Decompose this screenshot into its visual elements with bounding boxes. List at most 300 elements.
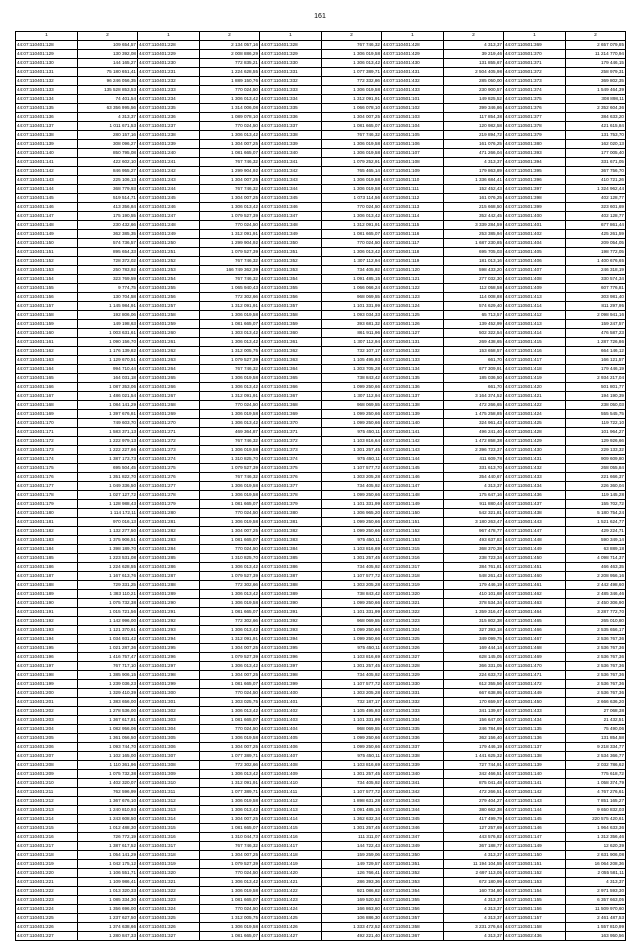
table-row xyxy=(16,914,626,923)
cadastral-number-cell: 44:07:110401:420 xyxy=(260,869,322,878)
column-header: 1 xyxy=(382,32,444,41)
table-row xyxy=(16,401,626,410)
cadastral-number-cell: 44:07:110401:349 xyxy=(260,230,322,239)
cadastral-value-cell: 1 312 091,91 xyxy=(322,95,382,104)
cadastral-number-cell: 44:07:110501:350 xyxy=(382,851,444,860)
cadastral-value-cell: 181 013,16 xyxy=(444,257,504,266)
table-row xyxy=(16,779,626,788)
cadastral-value-cell: 2 008 886,29 xyxy=(200,50,260,59)
table-body xyxy=(16,41,626,941)
cadastral-value-cell: 226 360,04 xyxy=(566,482,626,491)
cadastral-number-cell: 44:07:110401:176 xyxy=(16,473,78,482)
cadastral-value-cell: 4 098 714,37 xyxy=(566,554,626,563)
cadastral-value-cell: 1 304 007,25 xyxy=(200,644,260,653)
cadastral-value-cell: 2 032 786,62 xyxy=(566,761,626,770)
cadastral-number-cell: 44:07:110501:436 xyxy=(504,491,566,500)
cadastral-number-cell: 44:07:110401:186 xyxy=(16,563,78,572)
cadastral-value-cell: 767 746,32 xyxy=(200,473,260,482)
cadastral-value-cell: 1 079 527,39 xyxy=(200,860,260,869)
cadastral-number-cell: 44:07:110401:375 xyxy=(260,464,322,473)
cadastral-value-cell: 1 303 205,28 xyxy=(322,581,382,590)
cadastral-number-cell: 44:07:110401:161 xyxy=(16,338,78,347)
cadastral-value-cell: 612 355,56 xyxy=(444,680,504,689)
cadastral-value-cell: 1 224 628,55 xyxy=(78,563,138,572)
cadastral-value-cell: 1 416 757,47 xyxy=(78,653,138,662)
cadastral-value-cell: 994 710,44 xyxy=(78,365,138,374)
cadastral-value-cell: 75 180 651,41 xyxy=(78,68,138,77)
cadastral-value-cell: 1 304 007,25 xyxy=(200,743,260,752)
cadastral-value-cell: 1 065 940,43 xyxy=(200,284,260,293)
cadastral-number-cell: 44:07:110401:411 xyxy=(260,788,322,797)
cadastral-number-cell: 44:07:110401:153 xyxy=(16,266,78,275)
cadastral-number-cell: 44:07:110501:152 xyxy=(382,527,444,536)
cadastral-value-cell: 384 761,81 xyxy=(444,563,504,572)
cadastral-value-cell: 1 306 013,42 xyxy=(200,419,260,428)
cadastral-value-cell: 4 313,37 xyxy=(444,896,504,905)
cadastral-value-cell: 131 753,70 xyxy=(566,131,626,140)
cadastral-number-cell: 44:07:110401:394 xyxy=(260,635,322,644)
cadastral-value-cell: 1 521 624,77 xyxy=(566,518,626,527)
table-row xyxy=(16,257,626,266)
cadastral-number-cell: 44:07:110401:170 xyxy=(16,419,78,428)
cadastral-value-cell: 11 194 104,55 xyxy=(444,860,504,869)
cadastral-number-cell: 44:07:110401:129 xyxy=(16,50,78,59)
cadastral-value-cell: 1 107 577,72 xyxy=(322,788,382,797)
cadastral-number-cell: 44:07:110401:416 xyxy=(260,833,322,842)
cadastral-number-cell: 44:07:110501:132 xyxy=(382,347,444,356)
cadastral-number-cell: 44:07:110501:462 xyxy=(504,590,566,599)
cadastral-value-cell: 194 190,39 xyxy=(566,392,626,401)
cadastral-value-cell: 770 024,50 xyxy=(200,122,260,131)
cadastral-number-cell: 44:07:110401:220 xyxy=(16,869,78,878)
table-row xyxy=(16,86,626,95)
cadastral-value-cell: 130 704,58 xyxy=(78,293,138,302)
cadastral-number-cell: 44:07:110401:213 xyxy=(16,806,78,815)
cadastral-value-cell: 6 357 663,05 xyxy=(566,896,626,905)
cadastral-value-cell: 1 304 007,25 xyxy=(200,815,260,824)
cadastral-number-cell: 44:07:110401:378 xyxy=(260,491,322,500)
cadastral-number-cell: 44:07:110501:396 xyxy=(504,176,566,185)
cadastral-number-cell: 44:07:110401:421 xyxy=(260,878,322,887)
cadastral-number-cell: 44:07:110401:281 xyxy=(138,518,200,527)
cadastral-number-cell: 44:07:110501:468 xyxy=(504,644,566,653)
cadastral-number-cell: 44:07:110401:264 xyxy=(138,365,200,374)
cadastral-value-cell: 3 231 276,64 xyxy=(444,923,504,932)
cadastral-value-cell: 1 079 527,39 xyxy=(200,572,260,581)
cadastral-value-cell: 664 146,12 xyxy=(566,347,626,356)
cadastral-value-cell: 166 749 362,39 xyxy=(200,266,260,275)
cadastral-number-cell: 44:07:110401:155 xyxy=(16,284,78,293)
cadastral-number-cell: 44:07:110401:404 xyxy=(260,725,322,734)
cadastral-number-cell: 44:07:110501:466 xyxy=(504,626,566,635)
cadastral-number-cell: 44:07:110401:370 xyxy=(260,419,322,428)
cadastral-number-cell: 44:07:110401:216 xyxy=(16,833,78,842)
cadastral-value-cell: 179 446,19 xyxy=(444,581,504,590)
cadastral-number-cell: 44:07:110501:375 xyxy=(504,95,566,104)
cadastral-number-cell: 44:07:110401:381 xyxy=(260,518,322,527)
cadastral-value-cell: 2 442 498,60 xyxy=(566,581,626,590)
cadastral-number-cell: 44:07:110401:284 xyxy=(138,545,200,554)
cadastral-number-cell: 44:07:110401:348 xyxy=(260,221,322,230)
cadastral-value-cell: 555 545,75 xyxy=(566,410,626,419)
cadastral-value-cell: 9 650 832,03 xyxy=(566,806,626,815)
cadastral-number-cell: 44:07:110401:397 xyxy=(260,662,322,671)
cadastral-number-cell: 44:07:110501:135 xyxy=(382,374,444,383)
table-row xyxy=(16,464,626,473)
cadastral-number-cell: 44:07:110401:391 xyxy=(260,608,322,617)
cadastral-number-cell: 44:07:110401:188 xyxy=(16,581,78,590)
cadastral-number-cell: 44:07:110401:328 xyxy=(260,41,322,50)
cadastral-value-cell: 1 243 608,50 xyxy=(78,815,138,824)
cadastral-value-cell: 811 297,95 xyxy=(566,302,626,311)
cadastral-value-cell: 1 099 250,66 xyxy=(322,599,382,608)
cadastral-number-cell: 44:07:110401:346 xyxy=(260,203,322,212)
cadastral-value-cell: 367 756,70 xyxy=(566,167,626,176)
cadastral-value-cell: 2 666 636,20 xyxy=(566,698,626,707)
cadastral-number-cell: 44:07:110501:349 xyxy=(382,842,444,851)
table-row xyxy=(16,887,626,896)
cadastral-number-cell: 44:07:110501:464 xyxy=(504,608,566,617)
cadastral-value-cell: 2 208 956,16 xyxy=(566,572,626,581)
cadastral-value-cell: 163 950,56 xyxy=(566,932,626,941)
table-row xyxy=(16,788,626,797)
cadastral-value-cell: 1 306 013,42 xyxy=(200,662,260,671)
cadastral-value-cell: 1 142 996,00 xyxy=(78,617,138,626)
cadastral-value-cell: 402 128,77 xyxy=(566,212,626,221)
cadastral-value-cell: 1 306 019,58 xyxy=(200,734,260,743)
cadastral-number-cell: 44:07:110501:149 xyxy=(382,500,444,509)
cadastral-value-cell: 1 081 665,07 xyxy=(200,680,260,689)
cadastral-number-cell: 44:07:110401:357 xyxy=(260,302,322,311)
cadastral-value-cell: 198 772,05 xyxy=(566,248,626,257)
cadastral-value-cell: 1 402 320,07 xyxy=(78,779,138,788)
cadastral-number-cell: 44:07:110501:320 xyxy=(382,590,444,599)
cadastral-number-cell: 44:07:110401:424 xyxy=(260,905,322,914)
cadastral-value-cell: 1 013 320,33 xyxy=(78,887,138,896)
cadastral-value-cell: 1 374 638,66 xyxy=(78,923,138,932)
cadastral-number-cell: 44:07:110401:428 xyxy=(382,41,444,50)
table-row xyxy=(16,293,626,302)
cadastral-value-cell: 770 024,50 xyxy=(200,725,260,734)
cadastral-value-cell: 327 393,18 xyxy=(444,626,504,635)
cadastral-number-cell: 44:07:110401:401 xyxy=(260,698,322,707)
cadastral-number-cell: 44:07:110501:114 xyxy=(382,212,444,221)
cadastral-number-cell: 44:07:110401:219 xyxy=(16,860,78,869)
cadastral-value-cell: 279 404,27 xyxy=(444,797,504,806)
cadastral-value-cell: 1 079 252,91 xyxy=(322,158,382,167)
cadastral-value-cell: 1 081 665,07 xyxy=(200,716,260,725)
cadastral-value-cell: 1 042 175,12 xyxy=(78,860,138,869)
cadastral-value-cell: 149 729,57 xyxy=(322,860,382,869)
cadastral-number-cell: 44:07:110401:257 xyxy=(138,302,200,311)
cadastral-value-cell: 1 367 676,10 xyxy=(78,797,138,806)
cadastral-number-cell: 44:07:110401:313 xyxy=(138,806,200,815)
cadastral-value-cell: 1 105 495,93 xyxy=(322,356,382,365)
cadastral-number-cell: 44:07:110401:145 xyxy=(16,194,78,203)
table-row xyxy=(16,617,626,626)
cadastral-number-cell: 44:07:110501:148 xyxy=(382,491,444,500)
cadastral-number-cell: 44:07:110401:279 xyxy=(138,500,200,509)
cadastral-value-cell: 767 746,32 xyxy=(200,158,260,167)
table-row xyxy=(16,725,626,734)
cadastral-number-cell: 44:07:110401:215 xyxy=(16,824,78,833)
cadastral-value-cell: 1 091 485,15 xyxy=(322,806,382,815)
cadastral-value-cell: 1 101 331,99 xyxy=(322,500,382,509)
cadastral-number-cell: 44:07:110401:407 xyxy=(260,752,322,761)
cadastral-value-cell: 422 602,10 xyxy=(78,158,138,167)
cadastral-number-cell: 44:07:110501:448 xyxy=(504,536,566,545)
cadastral-number-cell: 44:07:110501:358 xyxy=(382,923,444,932)
cadastral-number-cell: 44:07:110401:341 xyxy=(260,158,322,167)
cadastral-number-cell: 44:07:110501:146 xyxy=(382,473,444,482)
cadastral-value-cell: 1 336 684,41 xyxy=(444,176,504,185)
cadastral-number-cell: 44:07:110401:192 xyxy=(16,617,78,626)
cadastral-value-cell: 921 086,82 xyxy=(322,887,382,896)
cadastral-value-cell: 1 058 374,79 xyxy=(566,779,626,788)
cadastral-value-cell: 1 003 631,61 xyxy=(78,329,138,338)
cadastral-value-cell: 542 321,81 xyxy=(444,509,504,518)
cadastral-value-cell: 1 084 141,29 xyxy=(78,401,138,410)
cadastral-value-cell: 1 091 485,15 xyxy=(322,275,382,284)
table-row xyxy=(16,878,626,887)
cadastral-number-cell: 44:07:110501:104 xyxy=(382,122,444,131)
cadastral-value-cell: 1 145 984,91 xyxy=(78,302,138,311)
cadastral-value-cell: 280 157,16 xyxy=(78,131,138,140)
cadastral-number-cell: 44:07:110401:128 xyxy=(16,41,78,50)
table-row xyxy=(16,509,626,518)
cadastral-value-cell: 1 306 013,42 xyxy=(200,806,260,815)
cadastral-value-cell: 1 099 250,66 xyxy=(322,491,382,500)
cadastral-value-cell: 169 444,14 xyxy=(444,644,504,653)
cadastral-value-cell: 215 668,50 xyxy=(444,203,504,212)
cadastral-number-cell: 44:07:110501:145 xyxy=(504,815,566,824)
cadastral-number-cell: 44:07:110501:472 xyxy=(504,680,566,689)
cadastral-value-cell: 220 575 420,61 xyxy=(566,815,626,824)
cadastral-value-cell: 410 101,68 xyxy=(444,590,504,599)
cadastral-value-cell: 1 224 628,55 xyxy=(200,68,260,77)
cadastral-value-cell: 230 900,57 xyxy=(444,86,504,95)
cadastral-number-cell: 44:07:110501:418 xyxy=(504,365,566,374)
cadastral-number-cell: 44:07:110401:210 xyxy=(16,779,78,788)
cadastral-number-cell: 44:07:110501:137 xyxy=(382,392,444,401)
table-row xyxy=(16,167,626,176)
cadastral-value-cell: 1 085 334,30 xyxy=(78,896,138,905)
cadastral-number-cell: 44:07:110501:429 xyxy=(504,437,566,446)
cadastral-number-cell: 44:07:110401:200 xyxy=(16,689,78,698)
cadastral-number-cell: 44:07:110501:149 xyxy=(504,842,566,851)
cadastral-value-cell: 323 601,69 xyxy=(566,203,626,212)
cadastral-value-cell: 1 387 173,73 xyxy=(78,455,138,464)
cadastral-value-cell: 393 681,32 xyxy=(322,320,382,329)
cadastral-value-cell: 770 024,50 xyxy=(200,905,260,914)
cadastral-value-cell: 1 081 665,07 xyxy=(200,608,260,617)
column-header: 2 xyxy=(566,32,626,41)
cadastral-value-cell: 975 450,11 xyxy=(322,428,382,437)
cadastral-number-cell: 44:07:110501:353 xyxy=(382,878,444,887)
cadastral-number-cell: 44:07:110501:155 xyxy=(504,896,566,905)
cadastral-value-cell: 429 224,71 xyxy=(566,527,626,536)
cadastral-value-cell: 1 079 527,39 xyxy=(200,356,260,365)
cadastral-number-cell: 44:07:110401:182 xyxy=(16,527,78,536)
cadastral-value-cell: 1 306 019,58 xyxy=(322,140,382,149)
cadastral-number-cell: 44:07:110401:211 xyxy=(16,788,78,797)
cadastral-value-cell: 1 312 091,91 xyxy=(322,221,382,230)
cadastral-value-cell: 1 099 250,66 xyxy=(322,410,382,419)
table-row xyxy=(16,707,626,716)
cadastral-value-cell: 443 576,82 xyxy=(444,833,504,842)
cadastral-value-cell: 2 657 079,85 xyxy=(566,41,626,50)
cadastral-number-cell: 44:07:110401:387 xyxy=(260,572,322,581)
cadastral-number-cell: 44:07:110501:125 xyxy=(382,311,444,320)
cadastral-number-cell: 44:07:110401:413 xyxy=(260,806,322,815)
table-row xyxy=(16,383,626,392)
cadastral-number-cell: 44:07:110401:322 xyxy=(138,887,200,896)
cadastral-value-cell: 221 666,37 xyxy=(566,473,626,482)
cadastral-value-cell: 1 103 816,69 xyxy=(322,653,382,662)
table-row xyxy=(16,41,626,50)
table-row xyxy=(16,77,626,86)
cadastral-value-cell: 1 301 257,45 xyxy=(322,554,382,563)
cadastral-value-cell: 1 082 956,06 xyxy=(78,725,138,734)
cadastral-value-cell: 1 359 316,47 xyxy=(444,608,504,617)
cadastral-number-cell: 44:07:110401:137 xyxy=(16,122,78,131)
table-row xyxy=(16,761,626,770)
cadastral-value-cell: 4 313,37 xyxy=(78,113,138,122)
cadastral-number-cell: 44:07:110401:324 xyxy=(138,905,200,914)
cadastral-value-cell: 1 129 670,51 xyxy=(78,356,138,365)
cadastral-value-cell: 2 534 366,77 xyxy=(566,752,626,761)
cadastral-number-cell: 44:07:110401:206 xyxy=(16,743,78,752)
cadastral-value-cell: 175 647,16 xyxy=(444,491,504,500)
cadastral-number-cell: 44:07:110501:416 xyxy=(504,347,566,356)
table-row xyxy=(16,185,626,194)
cadastral-value-cell: 1 306 019,58 xyxy=(200,311,260,320)
cadastral-value-cell: 1 356 696,00 xyxy=(78,905,138,914)
cadastral-number-cell: 44:07:110401:408 xyxy=(260,761,322,770)
table-row xyxy=(16,869,626,878)
cadastral-value-cell: 117 854,38 xyxy=(444,113,504,122)
cadastral-number-cell: 44:07:110401:243 xyxy=(138,176,200,185)
cadastral-number-cell: 44:07:110401:333 xyxy=(260,86,322,95)
cadastral-value-cell: 3 287 772,70 xyxy=(566,608,626,617)
cadastral-number-cell: 44:07:110401:214 xyxy=(16,815,78,824)
cadastral-value-cell: 772 332,86 xyxy=(322,77,382,86)
cadastral-number-cell: 44:07:110401:202 xyxy=(16,707,78,716)
cadastral-value-cell: 2 055 581,11 xyxy=(566,869,626,878)
column-header: 1 xyxy=(16,32,78,41)
cadastral-number-cell: 44:07:110501:329 xyxy=(382,671,444,680)
cadastral-number-cell: 44:07:110502:436 xyxy=(504,932,566,941)
cadastral-value-cell: 1 306 013,42 xyxy=(322,212,382,221)
cadastral-number-cell: 44:07:110401:278 xyxy=(138,491,200,500)
cadastral-number-cell: 44:07:110401:396 xyxy=(260,653,322,662)
cadastral-number-cell: 44:07:110501:412 xyxy=(504,311,566,320)
cadastral-number-cell: 44:07:110401:306 xyxy=(138,743,200,752)
cadastral-number-cell: 44:07:110401:199 xyxy=(16,680,78,689)
cadastral-number-cell: 44:07:110401:248 xyxy=(138,221,200,230)
table-row xyxy=(16,896,626,905)
cadastral-value-cell: 1 099 250,66 xyxy=(322,527,382,536)
cadastral-number-cell: 44:07:110401:358 xyxy=(260,311,322,320)
cadastral-number-cell: 44:07:110401:154 xyxy=(16,275,78,284)
cadastral-number-cell: 44:07:110501:315 xyxy=(382,545,444,554)
cadastral-value-cell: 2 934 217,04 xyxy=(566,374,626,383)
column-header: 1 xyxy=(138,32,200,41)
cadastral-number-cell: 44:07:110401:422 xyxy=(260,887,322,896)
cadastral-number-cell: 44:07:110401:218 xyxy=(16,851,78,860)
cadastral-number-cell: 44:07:110401:195 xyxy=(16,644,78,653)
cadastral-number-cell: 44:07:110501:105 xyxy=(382,131,444,140)
table-row xyxy=(16,500,626,509)
cadastral-number-cell: 44:07:110501:380 xyxy=(504,140,566,149)
cadastral-number-cell: 44:07:110401:217 xyxy=(16,842,78,851)
cadastral-value-cell: 1 304 007,25 xyxy=(200,176,260,185)
cadastral-number-cell: 44:07:110501:151 xyxy=(504,860,566,869)
cadastral-value-cell: 5 180 754,24 xyxy=(566,509,626,518)
cadastral-number-cell: 44:07:110401:345 xyxy=(260,194,322,203)
cadastral-number-cell: 44:07:110401:309 xyxy=(138,770,200,779)
table-row xyxy=(16,689,626,698)
cadastral-value-cell: 2 631 906,08 xyxy=(566,851,626,860)
cadastral-value-cell: 1 079 527,39 xyxy=(200,212,260,221)
cadastral-value-cell: 425 261,59 xyxy=(566,230,626,239)
cadastral-number-cell: 44:07:110401:271 xyxy=(138,428,200,437)
cadastral-value-cell: 119 145,28 xyxy=(566,491,626,500)
cadastral-number-cell: 44:07:110401:230 xyxy=(138,59,200,68)
cadastral-number-cell: 44:07:110401:185 xyxy=(16,554,78,563)
cadastral-number-cell: 44:07:110501:141 xyxy=(504,779,566,788)
cadastral-number-cell: 44:07:110401:172 xyxy=(16,437,78,446)
cadastral-value-cell: 1 077 389,71 xyxy=(200,752,260,761)
cadastral-value-cell: 277 032,30 xyxy=(444,275,504,284)
cadastral-number-cell: 44:07:110401:302 xyxy=(138,707,200,716)
cadastral-number-cell: 44:07:110401:169 xyxy=(16,410,78,419)
cadastral-number-cell: 44:07:110401:163 xyxy=(16,356,78,365)
cadastral-number-cell: 44:07:110401:423 xyxy=(260,896,322,905)
cadastral-value-cell: 1 237 627,50 xyxy=(78,914,138,923)
cadastral-number-cell: 44:07:110401:359 xyxy=(260,320,322,329)
cadastral-value-cell: 1 107 577,72 xyxy=(322,680,382,689)
cadastral-number-cell: 44:07:110501:337 xyxy=(382,743,444,752)
cadastral-value-cell: 303 981,40 xyxy=(566,293,626,302)
cadastral-number-cell: 44:07:110401:339 xyxy=(260,140,322,149)
cadastral-number-cell: 44:07:110401:360 xyxy=(260,329,322,338)
cadastral-number-cell: 44:07:110401:272 xyxy=(138,437,200,446)
cadastral-value-cell: 170 659,57 xyxy=(444,698,504,707)
cadastral-value-cell: 1 441 625,32 xyxy=(444,752,504,761)
cadastral-number-cell: 44:07:110401:196 xyxy=(16,653,78,662)
cadastral-value-cell: 770 024,50 xyxy=(200,401,260,410)
cadastral-value-cell: 1 090 156,70 xyxy=(78,338,138,347)
cadastral-number-cell: 44:07:110401:164 xyxy=(16,365,78,374)
cadastral-number-cell: 44:07:110501:145 xyxy=(382,464,444,473)
cadastral-number-cell: 44:07:110401:160 xyxy=(16,329,78,338)
cadastral-value-cell: 1 066 066,24 xyxy=(322,284,382,293)
cadastral-number-cell: 44:07:110501:432 xyxy=(504,464,566,473)
cadastral-value-cell: 970 016,13 xyxy=(78,518,138,527)
table-row xyxy=(16,140,626,149)
cadastral-number-cell: 44:07:110501:158 xyxy=(504,923,566,932)
cadastral-value-cell: 164 031,18 xyxy=(78,374,138,383)
cadastral-value-cell: 1 303 705,28 xyxy=(322,365,382,374)
table-row xyxy=(16,149,626,158)
cadastral-value-cell: 1 306 013,42 xyxy=(200,563,260,572)
cadastral-number-cell: 44:07:110401:296 xyxy=(138,653,200,662)
cadastral-number-cell: 44:07:110401:254 xyxy=(138,275,200,284)
cadastral-number-cell: 44:07:110401:361 xyxy=(260,338,322,347)
cadastral-number-cell: 44:07:110401:418 xyxy=(260,851,322,860)
cadastral-value-cell: 286 393,36 xyxy=(322,878,382,887)
